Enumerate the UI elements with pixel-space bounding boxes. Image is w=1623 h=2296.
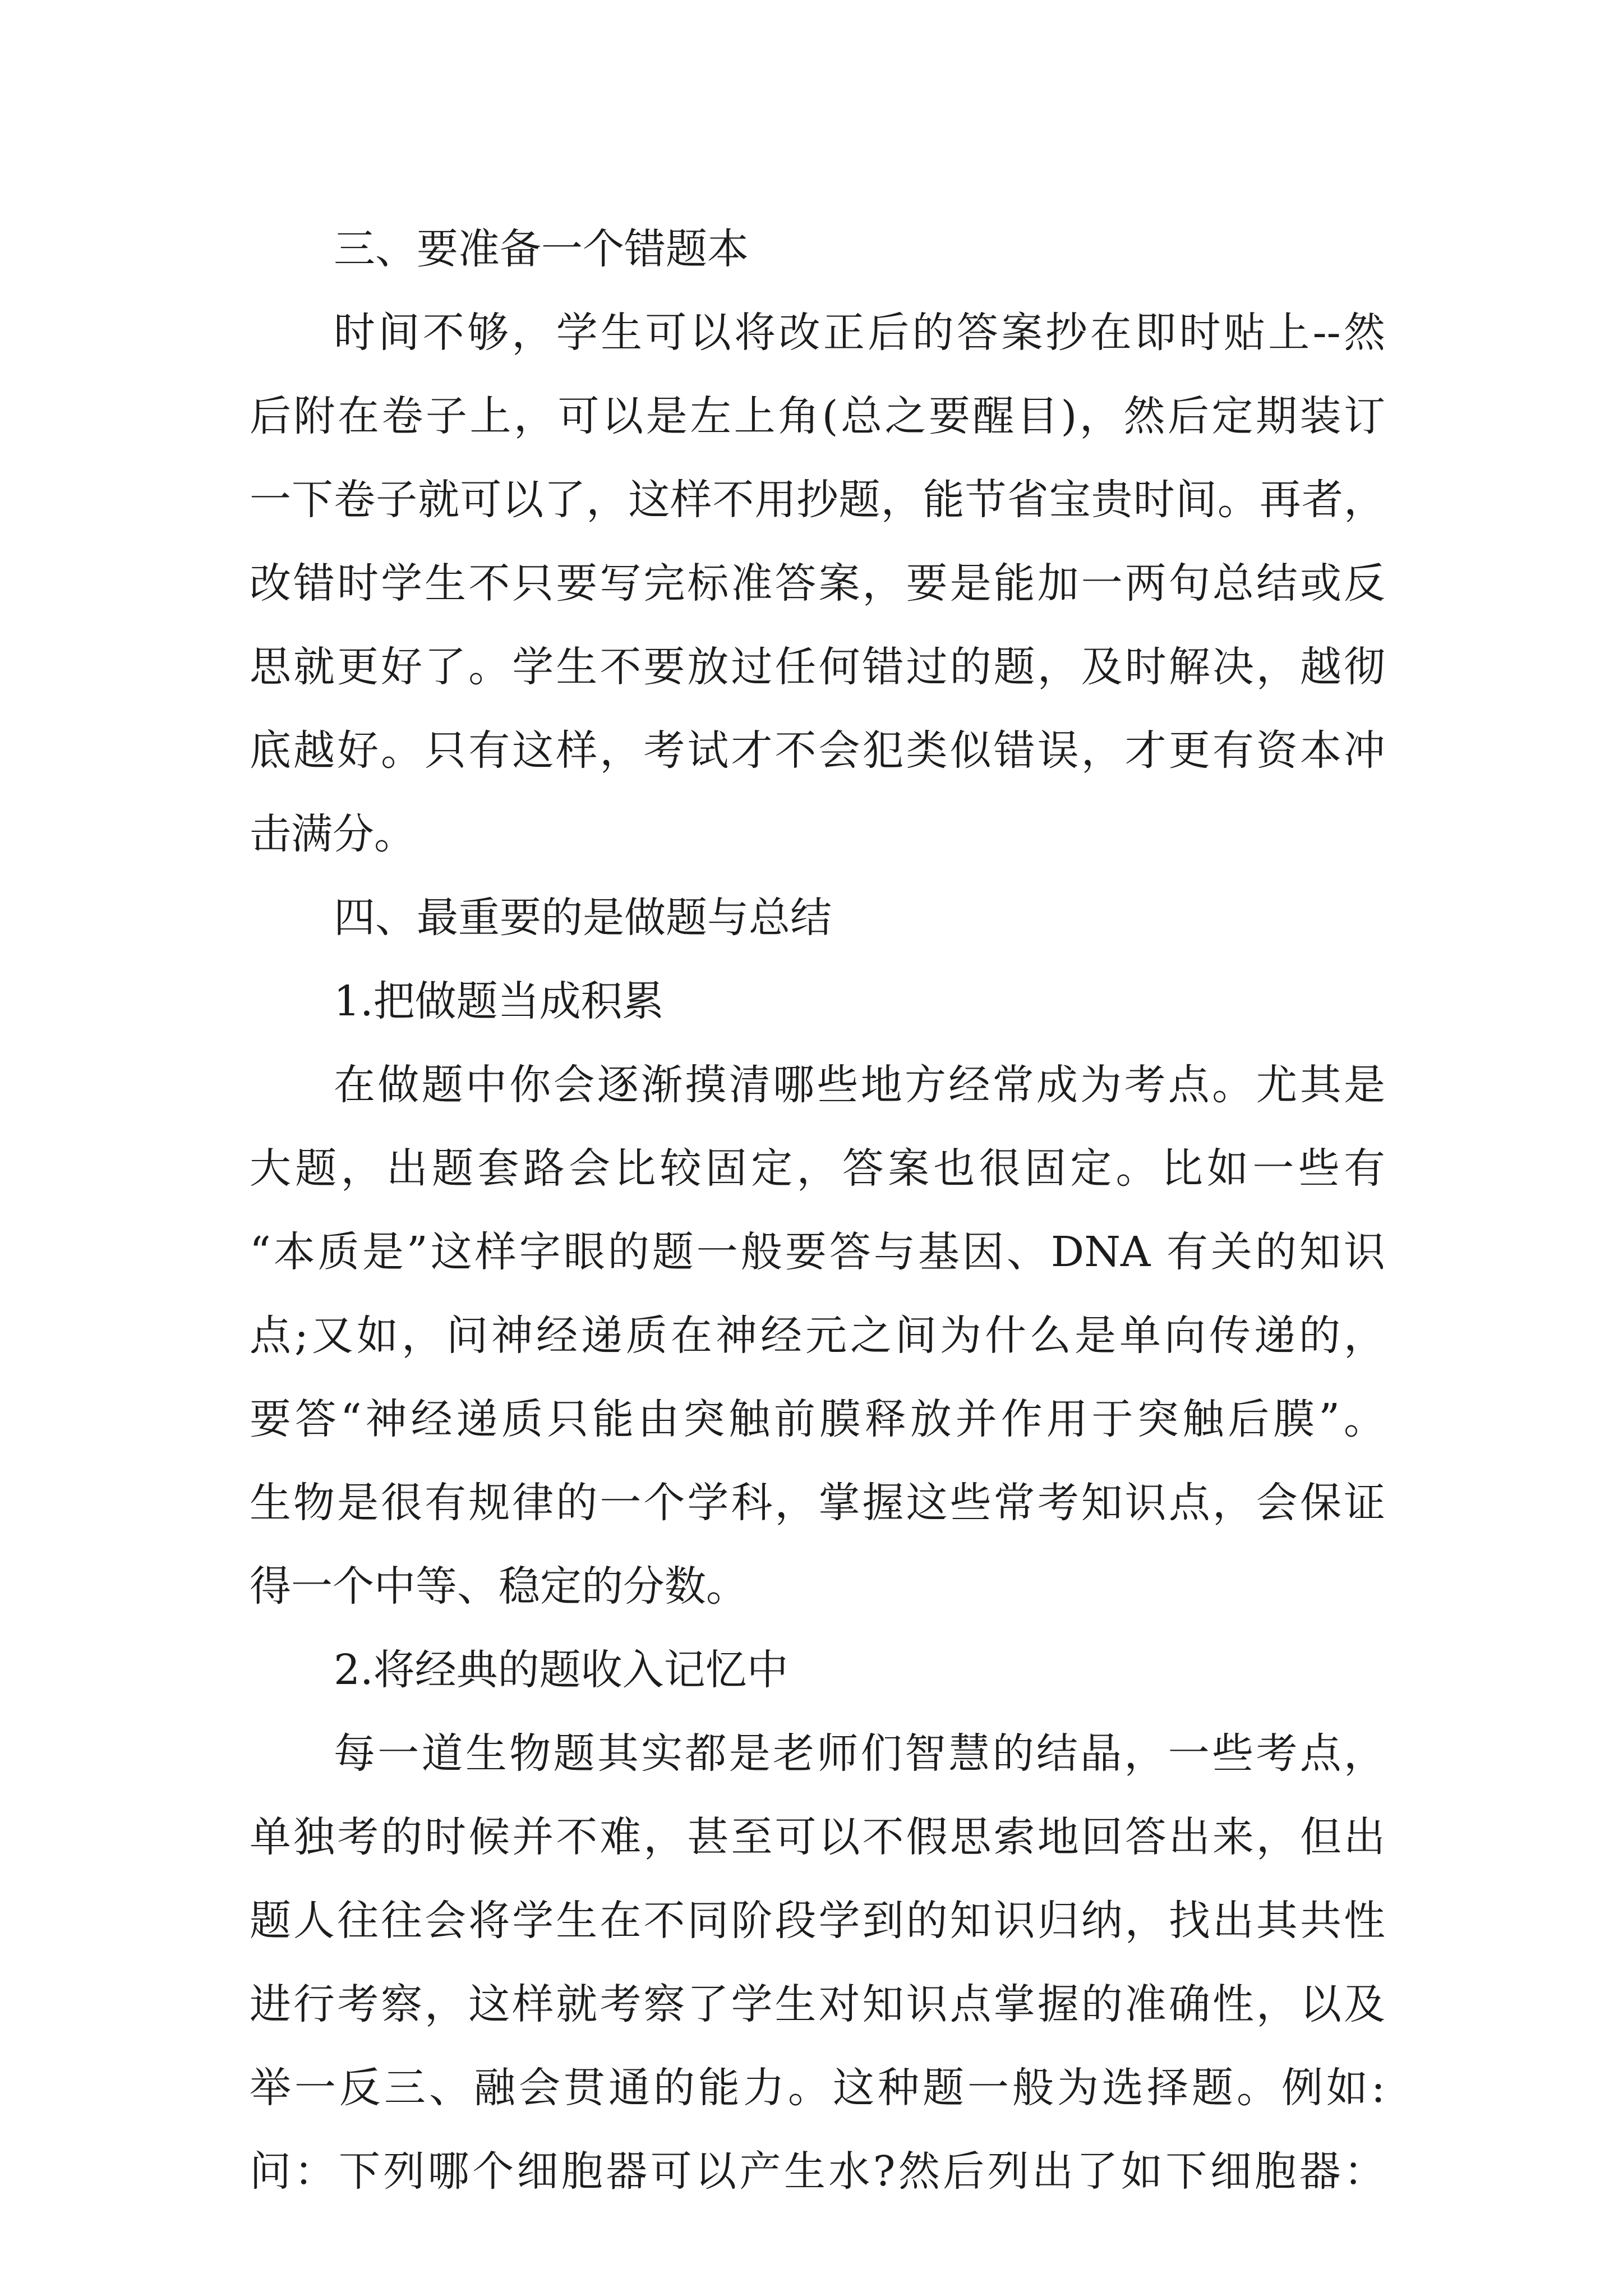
paragraph-line: 改错时学生不只要写完标准答案，要是能加一两句总结或反 bbox=[250, 559, 1385, 608]
paragraph-line: 问：下列哪个细胞器可以产生水?然后列出了如下细胞器： bbox=[250, 2147, 1385, 2196]
subheading-2: 2.将经典的题收入记忆中 bbox=[334, 1646, 789, 1694]
document-page bbox=[250, 208, 1385, 2214]
section-heading-3: 三、要准备一个错题本 bbox=[334, 225, 749, 273]
paragraph-line: 时间不够，学生可以将改正后的答案抄在即时贴上--然 bbox=[334, 309, 1385, 357]
subheading-1: 1.把做题当成积累 bbox=[334, 977, 664, 1025]
paragraph-line: 题人往往会将学生在不同阶段学到的知识归纳，找出其共性 bbox=[250, 1897, 1385, 1945]
paragraph-line: 思就更好了。学生不要放过任何错过的题，及时解决，越彻 bbox=[250, 643, 1385, 691]
paragraph-line: 底越好。只有这样，考试才不会犯类似错误，才更有资本冲 bbox=[250, 726, 1385, 775]
section-heading-4: 四、最重要的是做题与总结 bbox=[334, 894, 832, 942]
paragraph-line: 要答“神经递质只能由突触前膜释放并作用于突触后膜”。 bbox=[250, 1395, 1385, 1443]
paragraph-line: 得一个中等、稳定的分数。 bbox=[250, 1562, 748, 1611]
paragraph-line: 一下卷子就可以了，这样不用抄题，能节省宝贵时间。再者， bbox=[250, 476, 1385, 524]
paragraph-line: 每一道生物题其实都是老师们智慧的结晶，一些考点， bbox=[334, 1729, 1385, 1778]
paragraph-line: 后附在卷子上，可以是左上角(总之要醒目)，然后定期装订 bbox=[250, 392, 1385, 440]
paragraph-line: 生物是很有规律的一个学科，掌握这些常考知识点，会保证 bbox=[250, 1479, 1385, 1527]
paragraph-line: 单独考的时候并不难，甚至可以不假思索地回答出来，但出 bbox=[250, 1813, 1385, 1861]
paragraph-line: “本质是”这样字眼的题一般要答与基因、DNA 有关的知识 bbox=[250, 1228, 1385, 1276]
paragraph-line: 进行考察，这样就考察了学生对知识点掌握的准确性，以及 bbox=[250, 1980, 1385, 2028]
paragraph-line: 大题，出题套路会比较固定，答案也很固定。比如一些有 bbox=[250, 1144, 1385, 1193]
paragraph-line: 击满分。 bbox=[250, 810, 416, 858]
paragraph-line: 举一反三、融会贯通的能力。这种题一般为选择题。例如: bbox=[250, 2064, 1385, 2112]
paragraph-line: 点;又如，问神经递质在神经元之间为什么是单向传递的， bbox=[250, 1312, 1385, 1360]
paragraph-line: 在做题中你会逐渐摸清哪些地方经常成为考点。尤其是 bbox=[334, 1061, 1385, 1109]
